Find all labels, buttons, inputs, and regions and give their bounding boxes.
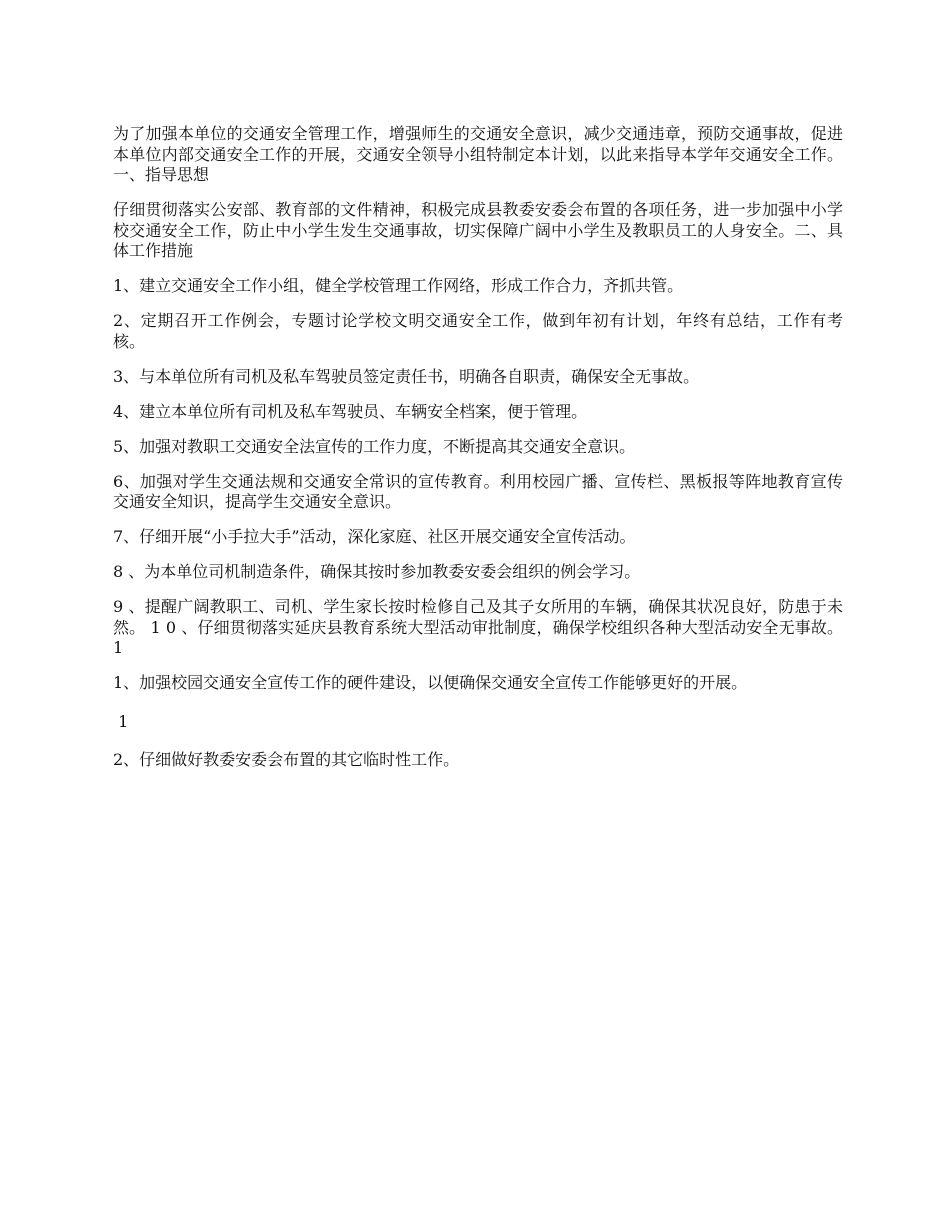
paragraph-measure-5: 5、加强对教职工交通安全法宣传的工作力度，不断提高其交通安全意识。: [113, 436, 636, 456]
paragraph-measure-11: 1、加强校园交通安全宣传工作的硬件建设，以便确保交通安全宣传工作能够更好的开展。: [113, 673, 748, 692]
document-body: [113, 124, 843, 785]
paragraph-measure-8: 8 、为本单位司机制造条件，确保其按时参加教委安委会组织的例会学习。: [113, 562, 641, 581]
paragraph-guiding-thought: 仔细贯彻落实公安部、教育部的文件精神，积极完成县教委安委会布置的各项任务，进一步加强中小学校交通安全工作，防止中小学生发生交通事故，切实保障广阔中小学生及教职员工的人身安全。二、具体工作措施: [113, 200, 843, 260]
paragraph-measure-2: 2、定期召开工作例会，专题讨论学校文明交通安全工作，做到年初有计划，年终有总结，工作有考核。: [113, 311, 843, 351]
paragraph-measure-4: 4、建立本单位所有司机及私车驾驶员、车辆安全档案，便于管理。: [113, 401, 588, 421]
paragraph-measure-3: 3、与本单位所有司机及私车驾驶员签定责任书，明确各自职责，确保安全无事故。: [113, 366, 700, 386]
paragraph-measure-6: 6、加强对学生交通法规和交通安全常识的宣传教育。利用校园广播、宣传栏、黑板报等阵地教育宣传交通安全知识，提高学生交通安全意识。: [113, 471, 843, 511]
paragraph-intro: 为了加强本单位的交通安全管理工作，增强师生的交通安全意识，减少交通违章，预防交通事故，促进本单位内部交通安全工作的开展，交通安全领导小组特制定本计划，以此来指导本学年交通安全工作。一、指导思想: [113, 124, 843, 184]
paragraph-measure-12: 2、仔细做好教委安委会布置的其它临时性工作。: [113, 750, 460, 769]
paragraph-measure-1: 1、建立交通安全工作小组，健全学校管理工作网络，形成工作合力，齐抓共管。: [113, 276, 684, 295]
paragraph-measure-7: 7、仔细开展“小手拉大手”活动，深化家庭、社区开展交通安全宣传活动。: [113, 527, 636, 546]
paragraph-number-fragment: 1: [113, 711, 129, 731]
paragraph-measure-9-10: 9 、提醒广阔教职工、司机、学生家长按时检修自己及其子女所用的车辆，确保其状况良好，防患于未然。 1 0 、仔细贯彻落实延庆县教育系统大型活动审批制度，确保学校组织各种大型活动安全无事故。 1: [113, 597, 843, 657]
